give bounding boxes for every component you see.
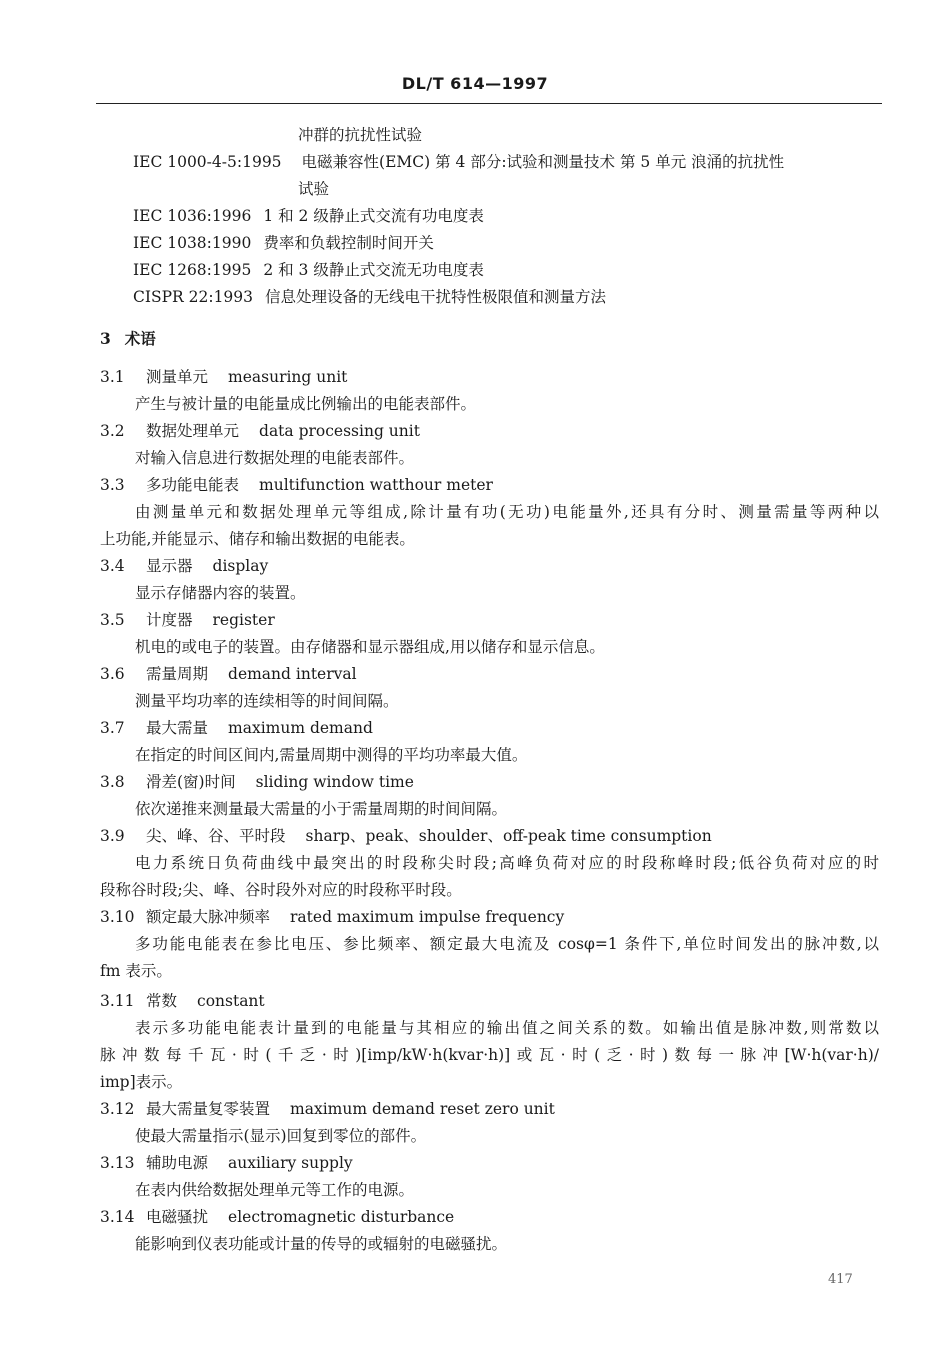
- term-chinese: 滑差(窗)时间: [146, 773, 236, 791]
- reference-item: [133, 259, 484, 281]
- reference-title: 电磁兼容性(EMC) 第 4 部分:试验和测量技术 第 5 单元 浪涌的抗扰性: [301, 153, 785, 171]
- term-english: maximum demand reset zero unit: [290, 1100, 555, 1118]
- term-number: 3.1: [100, 368, 125, 386]
- term-chinese: 显示器: [146, 557, 193, 575]
- term-english: demand interval: [228, 665, 357, 683]
- term-heading: [100, 906, 564, 928]
- term-definition: 测量平均功率的连续相等的时间间隔。: [135, 692, 399, 710]
- reference-continuation: [298, 178, 329, 200]
- term-chinese: 最大需量: [146, 719, 209, 737]
- term-english: auxiliary supply: [228, 1154, 353, 1172]
- term-english: display: [212, 557, 269, 575]
- term-definition: 显示存储器内容的装置。: [135, 584, 306, 602]
- term-definition-continued: 上功能,并能显示、储存和输出数据的电能表。: [100, 530, 415, 548]
- term-english: multifunction watthour meter: [259, 476, 493, 494]
- term-heading: [100, 1206, 454, 1228]
- term-heading: [100, 555, 268, 577]
- reference-title: 费率和负载控制时间开关: [263, 234, 434, 252]
- term-definition-continued: fm 表示。: [100, 962, 172, 980]
- reference-item: [133, 232, 434, 254]
- term-chinese: 常数: [146, 992, 178, 1010]
- term-chinese: 计度器: [146, 611, 193, 629]
- term-english: measuring unit: [228, 368, 348, 386]
- term-number: 3.8: [100, 773, 125, 791]
- term-definition: 由测量单元和数据处理单元等组成,除计量有功(无功)电能量外,还具有分时、测量需量等两种以: [135, 503, 879, 521]
- reference-title: 1 和 2 级静止式交流有功电度表: [263, 207, 484, 225]
- term-chinese: 最大需量复零装置: [146, 1100, 271, 1118]
- reference-code: CISPR 22:1993: [133, 288, 254, 306]
- term-definition-continued: 段称谷时段;尖、峰、谷时段外对应的时段称平时段。: [100, 881, 462, 899]
- term-number: 3.5: [100, 611, 125, 629]
- term-chinese: 测量单元: [146, 368, 209, 386]
- term-heading: [100, 1098, 555, 1120]
- term-definition: 机电的或电子的装置。由存储器和显示器组成,用以储存和显示信息。: [135, 638, 605, 656]
- term-english: register: [212, 611, 275, 629]
- term-definition: 在表内供给数据处理单元等工作的电源。: [135, 1181, 415, 1199]
- term-english: sharp、peak、shoulder、off-peak time consumption: [305, 827, 712, 845]
- reference-item: [133, 286, 606, 308]
- term-definition: 表示多功能电能表计量到的电能量与其相应的输出值之间关系的数。如输出值是脉冲数,则常数以: [135, 1019, 879, 1037]
- term-number: 3.4: [100, 557, 125, 575]
- term-english: maximum demand: [228, 719, 373, 737]
- term-definition: 在指定的时间区间内,需量周期中测得的平均功率最大值。: [135, 746, 528, 764]
- reference-code: IEC 1038:1990: [133, 234, 252, 252]
- term-english: data processing unit: [259, 422, 420, 440]
- term-number: 3.12: [100, 1100, 135, 1118]
- reference-code: IEC 1268:1995: [133, 261, 252, 279]
- term-number: 3.2: [100, 422, 125, 440]
- term-number: 3.10: [100, 908, 135, 926]
- reference-continuation: [298, 124, 422, 146]
- term-chinese: 多功能电能表: [146, 476, 240, 494]
- reference-title: 试验: [298, 180, 330, 198]
- term-definition: 依次递推来测量最大需量的小于需量周期的时间间隔。: [135, 800, 508, 818]
- term-chinese: 数据处理单元: [146, 422, 240, 440]
- term-heading: [100, 825, 712, 847]
- term-definition-continued: imp]表示。: [100, 1073, 183, 1091]
- reference-item: [133, 151, 784, 173]
- term-number: 3.3: [100, 476, 125, 494]
- term-number: 3.14: [100, 1208, 135, 1226]
- term-heading: [100, 1152, 353, 1174]
- term-heading: [100, 420, 420, 442]
- term-definition-continued: 脉冲数每千瓦·时(千乏·时)[imp/kW·h(kvar·h)]或瓦·时(乏·时)数每一脉冲[W·h(var·h)/: [100, 1046, 879, 1064]
- term-english: constant: [197, 992, 265, 1010]
- term-heading: [100, 663, 357, 685]
- section-number: 3: [100, 329, 111, 348]
- term-number: 3.7: [100, 719, 125, 737]
- term-definition: 产生与被计量的电能量成比例输出的电能表部件。: [135, 395, 477, 413]
- term-heading: [100, 366, 347, 388]
- term-chinese: 电磁骚扰: [146, 1208, 209, 1226]
- term-chinese: 需量周期: [146, 665, 209, 683]
- term-english: sliding window time: [255, 773, 414, 791]
- term-english: rated maximum impulse frequency: [290, 908, 565, 926]
- term-heading: [100, 990, 265, 1012]
- term-heading: [100, 771, 414, 793]
- term-heading: [100, 474, 493, 496]
- reference-title: 2 和 3 级静止式交流无功电度表: [263, 261, 484, 279]
- reference-code: IEC 1036:1996: [133, 207, 252, 225]
- term-number: 3.11: [100, 992, 135, 1010]
- term-definition: 使最大需量指示(显示)回复到零位的部件。: [135, 1127, 427, 1145]
- document-header: DL/T 614—1997: [401, 74, 549, 93]
- term-definition: 能影响到仪表功能或计量的传导的或辐射的电磁骚扰。: [135, 1235, 508, 1253]
- term-number: 3.6: [100, 665, 125, 683]
- term-definition: 多功能电能表在参比电压、参比频率、额定最大电流及 cosφ=1 条件下,单位时间发出的脉冲数,以: [135, 935, 879, 953]
- section-title: 术语: [124, 329, 156, 348]
- section-heading: [100, 328, 156, 350]
- header-rule: [96, 103, 882, 104]
- reference-title: 信息处理设备的无线电干扰特性极限值和测量方法: [265, 288, 607, 306]
- term-chinese: 尖、峰、谷、平时段: [146, 827, 286, 845]
- term-english: electromagnetic disturbance: [228, 1208, 455, 1226]
- reference-title: 冲群的抗扰性试验: [298, 126, 423, 144]
- term-heading: [100, 609, 275, 631]
- reference-item: [133, 205, 484, 227]
- term-number: 3.13: [100, 1154, 135, 1172]
- term-number: 3.9: [100, 827, 125, 845]
- page-number: 417: [828, 1272, 853, 1287]
- reference-code: IEC 1000-4-5:1995: [133, 153, 282, 171]
- term-chinese: 额定最大脉冲频率: [146, 908, 271, 926]
- term-chinese: 辅助电源: [146, 1154, 209, 1172]
- term-definition: 电力系统日负荷曲线中最突出的时段称尖时段;高峰负荷对应的时段称峰时段;低谷负荷对应的时: [135, 854, 879, 872]
- term-heading: [100, 717, 373, 739]
- term-definition: 对输入信息进行数据处理的电能表部件。: [135, 449, 415, 467]
